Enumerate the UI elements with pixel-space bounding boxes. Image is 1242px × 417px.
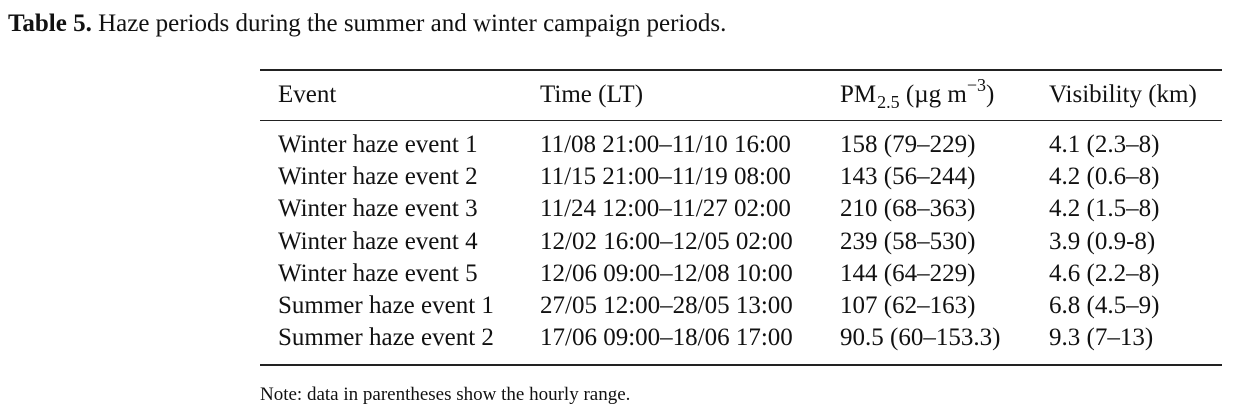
cell-time: 27/05 12:00–28/05 13:00 [540, 292, 793, 319]
header-time: Time (LT) [540, 81, 644, 108]
header-pm25-unit-close: ) [985, 81, 995, 108]
cell-event: Summer haze event 2 [278, 324, 494, 352]
cell-time: 17/06 09:00–18/06 17:00 [540, 324, 793, 352]
header-pm25 [840, 75, 995, 112]
header-pm25-superscript: −3 [966, 75, 986, 95]
header-visibility: Visibility (km) [1049, 81, 1197, 108]
cell-time: 11/15 21:00–11/19 08:00 [540, 163, 791, 191]
table-caption [8, 8, 726, 40]
cell-pm25: 107 (62–163) [840, 292, 976, 319]
cell-event: Winter haze event 3 [278, 195, 478, 223]
cell-pm25: 158 (79–229) [840, 131, 976, 158]
cell-pm25: 239 (58–530) [840, 227, 976, 255]
cell-event: Winter haze event 1 [278, 131, 478, 158]
header-event: Event [278, 81, 337, 108]
cell-time: 11/24 12:00–11/27 02:00 [540, 195, 791, 223]
cell-event: Winter haze event 4 [278, 227, 478, 255]
cell-visibility: 6.8 (4.5–9) [1049, 292, 1160, 319]
table-caption-text: Haze periods during the summer and winter campaign periods. [98, 10, 727, 37]
header-pm25-subscript: 2.5 [877, 92, 900, 112]
table-header-rule [260, 120, 1222, 121]
cell-visibility: 9.3 (7–13) [1049, 324, 1154, 352]
header-pm25-unit: (µg m [899, 81, 967, 108]
table-caption-label: Table 5. [8, 10, 92, 37]
cell-time: 11/08 21:00–11/10 16:00 [540, 131, 791, 158]
cell-visibility: 3.9 (0.9-8) [1049, 227, 1156, 255]
cell-pm25: 90.5 (60–153.3) [840, 324, 1001, 352]
cell-visibility: 4.1 (2.3–8) [1049, 131, 1160, 158]
cell-event: Winter haze event 5 [278, 259, 478, 287]
table-bottom-rule [260, 364, 1222, 366]
cell-event: Summer haze event 1 [278, 292, 494, 319]
cell-visibility: 4.6 (2.2–8) [1049, 259, 1160, 287]
cell-time: 12/06 09:00–12/08 10:00 [540, 259, 793, 287]
cell-time: 12/02 16:00–12/05 02:00 [540, 227, 793, 255]
cell-event: Winter haze event 2 [278, 163, 478, 191]
cell-pm25: 143 (56–244) [840, 163, 976, 191]
header-pm25-base: PM [840, 81, 877, 108]
cell-visibility: 4.2 (1.5–8) [1049, 195, 1160, 223]
cell-pm25: 210 (68–363) [840, 195, 976, 223]
cell-visibility: 4.2 (0.6–8) [1049, 163, 1160, 191]
cell-pm25: 144 (64–229) [840, 259, 976, 287]
table-note: Note: data in parentheses show the hourly range. [260, 384, 631, 405]
table-top-rule [260, 69, 1222, 71]
